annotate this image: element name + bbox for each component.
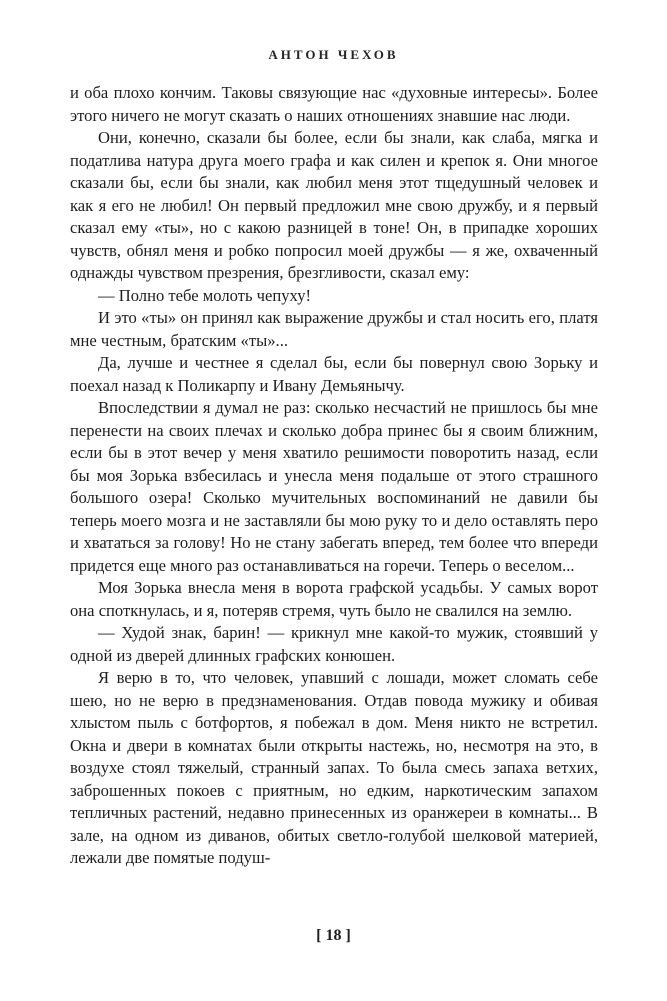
paragraph-7: Моя Зорька внесла меня в ворота графской усадьбы. У самых ворот она споткнулась, и я, потеряв стремя, чуть было не свалился на землю.: [70, 578, 598, 620]
page-number: [ 18 ]: [316, 927, 351, 944]
body-text: [70, 82, 598, 870]
paragraph-6: Впоследствии я думал не раз: сколько несчастий не пришлось бы мне перенести на своих плечах и сколько добра принес бы я своим ближним, если бы в этот вечер у меня хватило решимости поворотить назад, если бы моя Зорька взбесилась и унесла меня подальше от этого страшного большого озера! Сколько мучительных воспоминаний не давили бы теперь моего мозга и не заставляли бы мою руку то и дело оставлять перо и хвататься за голову! Но не стану забегать вперед, тем более что впереди придется еще много раз останавливаться на горечи. Теперь о веселом...: [70, 398, 598, 575]
paragraph-2: Они, конечно, сказали бы более, если бы знали, как слаба, мягка и податлива натура друга моего графа и как силен и крепок я. Они многое сказали бы, если бы знали, как любил меня этот тщедушный человек и как я его не любил! Он первый предложил мне свою дружбу, и я первый сказал ему «ты», но с какою разницей в тоне! Он, в припадке хороших чувств, обнял меня и робко попросил моей дружбы — я же, охваченный однажды чувством презрения, брезгливости, сказал ему:: [70, 128, 598, 282]
paragraph-1: и оба плохо кончим. Таковы связующие нас «духовные интересы». Более этого ничего не могут сказать о наших отношениях знавшие нас люди.: [70, 83, 598, 125]
running-head: АНТОН ЧЕХОВ: [268, 47, 399, 62]
paragraph-5: Да, лучше и честнее я сделал бы, если бы повернул свою Зорьку и поехал назад к Поликарпу и Ивану Демьянычу.: [70, 353, 598, 395]
paragraph-4: И это «ты» он принял как выражение дружбы и стал носить его, платя мне честным, братским «ты»...: [70, 308, 598, 350]
paragraph-8: — Худой знак, барин! — крикнул мне какой-то мужик, стоявший у одной из дверей длинных графских конюшен.: [70, 623, 598, 665]
paragraph-3: — Полно тебе молоть чепуху!: [98, 285, 312, 305]
paragraph-9: Я верю в то, что человек, упавший с лошади, может сломать себе шею, но не верю в предзнаменования. Отдав повода мужику и обивая хлыстом пыль с ботфортов, я побежал в дом. Меня никто не встретил. Окна и двери в комнатах были открыты настежь, но, несмотря на это, в воздухе стоял тяжелый, странный запах. То была смесь запаха ветхих, заброшенных покоев с приятным, но едким, наркотическим запахом тепличных растений, недавно принесенных из оранжереи в комнаты... В зале, на одном из диванов, обитых светло-голубой шелковой материей, лежали две помятые подуш-: [70, 668, 598, 867]
